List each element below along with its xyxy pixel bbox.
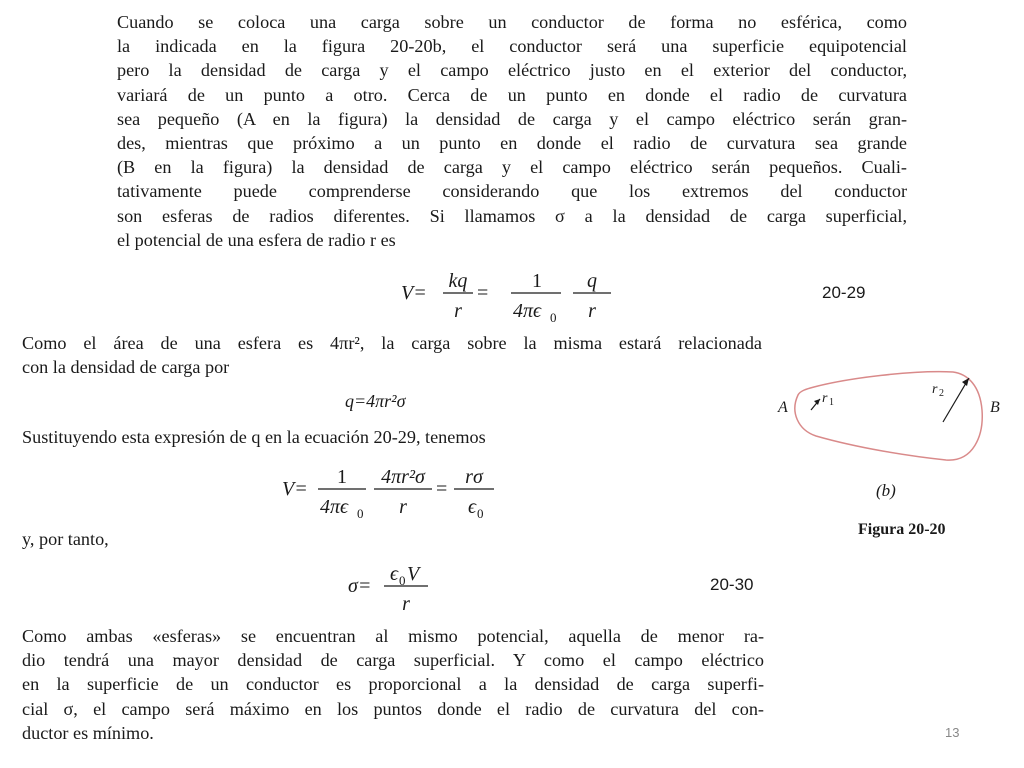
text-line: sea pequeño (A en la figura) la densidad de carga y el campo eléctrico serán gran- bbox=[117, 108, 907, 129]
text-line: pero la densidad de carga y el campo eléctrico justo en el exterior del conductor, bbox=[117, 60, 907, 81]
subscript: 0 bbox=[550, 310, 557, 325]
equation-lhs: V= bbox=[282, 478, 308, 500]
fraction-numerator: 1 bbox=[337, 466, 347, 488]
equals-sign: = bbox=[436, 478, 448, 500]
text-line: tativamente puede comprenderse considerando que los extremos del conductor bbox=[117, 181, 907, 202]
arrow-head bbox=[814, 399, 820, 405]
fraction-numerator: q bbox=[587, 270, 597, 292]
paragraph-intro bbox=[117, 10, 907, 252]
equals-sign: = bbox=[477, 282, 489, 304]
text-line: des, mientras que próximo a un punto en donde el radio de curvatura sea grande bbox=[117, 133, 907, 154]
point-b-label: B bbox=[990, 399, 1000, 416]
paragraph-substitution: Sustituyendo esta expresión de q en la ecuación 20-29, tenemos bbox=[22, 427, 486, 447]
paragraph-sphere-area bbox=[22, 331, 762, 379]
fraction-numerator-v: V bbox=[407, 563, 420, 585]
fraction-denominator: r bbox=[402, 593, 410, 615]
text-line: Como ambas «esferas» se encuentran al mismo potencial, aquella de menor ra- bbox=[22, 626, 764, 646]
text-line: (B en la figura) la densidad de carga y el campo eléctrico serán pequeños. Cuali- bbox=[117, 157, 907, 178]
fraction-denominator: r bbox=[399, 496, 407, 518]
text-line: la indicada en la figura 20-20b, el conductor será una superficie equipotencial bbox=[117, 36, 907, 57]
fraction-numerator: ϵ bbox=[390, 563, 399, 585]
fraction-numerator: kq bbox=[448, 270, 468, 292]
text-line: Cuando se coloca una carga sobre un conductor de forma no esférica, como bbox=[117, 12, 907, 32]
fraction-denominator: r bbox=[588, 300, 596, 322]
radius-r2-arrow bbox=[943, 378, 969, 422]
conductor-outline bbox=[795, 372, 982, 460]
r2-label: r bbox=[932, 382, 938, 397]
text-line: Como el área de una esfera es 4πr², la carga sobre la misma estará relacionada bbox=[22, 333, 762, 353]
equation-20-30 bbox=[344, 558, 444, 622]
fraction-denominator: ϵ bbox=[468, 496, 477, 518]
subscript: 0 bbox=[477, 506, 484, 521]
equation-potential bbox=[278, 458, 508, 522]
text-line: dio tendrá una mayor densidad de carga superficial. Y como el campo eléctrico bbox=[22, 650, 764, 671]
text-line: ductor es mínimo. bbox=[22, 722, 154, 743]
figure-caption: Figura 20-20 bbox=[858, 521, 946, 538]
fraction-numerator: 4πr²σ bbox=[381, 466, 425, 488]
fraction-denominator: 4πϵ bbox=[513, 300, 542, 322]
arrow-head bbox=[962, 378, 969, 386]
page-number: 13 bbox=[945, 725, 960, 740]
text-line: con la densidad de carga por bbox=[22, 357, 230, 378]
r1-subscript: 1 bbox=[829, 397, 834, 408]
text-line: son esferas de radios diferentes. Si llamamos σ a la densidad de carga superficial, bbox=[117, 205, 907, 226]
equation-lhs: σ= bbox=[348, 575, 372, 597]
point-a-label: A bbox=[778, 399, 788, 416]
subscript: 0 bbox=[357, 506, 364, 521]
text-line: variará de un punto a otro. Cerca de un punto en donde el radio de curvatura bbox=[117, 84, 907, 105]
paragraph-therefore: y, por tanto, bbox=[22, 529, 109, 549]
subscript: 0 bbox=[399, 573, 406, 588]
figure-part-label: (b) bbox=[876, 481, 896, 500]
equation-charge: q=4πr²σ bbox=[345, 391, 406, 411]
text-line: el potencial de una esfera de radio r es bbox=[117, 229, 396, 250]
equation-number: 20-30 bbox=[710, 575, 754, 594]
text-line: cial σ, el campo será máximo en los puntos donde el radio de curvatura del con- bbox=[22, 698, 764, 719]
fraction-numerator: 1 bbox=[532, 270, 542, 292]
text-line: en la superficie de un conductor es proporcional a la densidad de carga superfi- bbox=[22, 674, 764, 695]
equation-20-29 bbox=[395, 262, 625, 326]
equation-number: 20-29 bbox=[822, 283, 866, 302]
fraction-numerator: rσ bbox=[465, 466, 483, 488]
equation-lhs: V= bbox=[401, 282, 427, 304]
figure-conductor bbox=[768, 360, 1018, 470]
r2-subscript: 2 bbox=[939, 388, 944, 399]
r1-label: r bbox=[822, 391, 828, 406]
fraction-denominator: 4πϵ bbox=[320, 496, 349, 518]
fraction-denominator: r bbox=[454, 300, 462, 322]
paragraph-conclusion bbox=[22, 624, 764, 745]
